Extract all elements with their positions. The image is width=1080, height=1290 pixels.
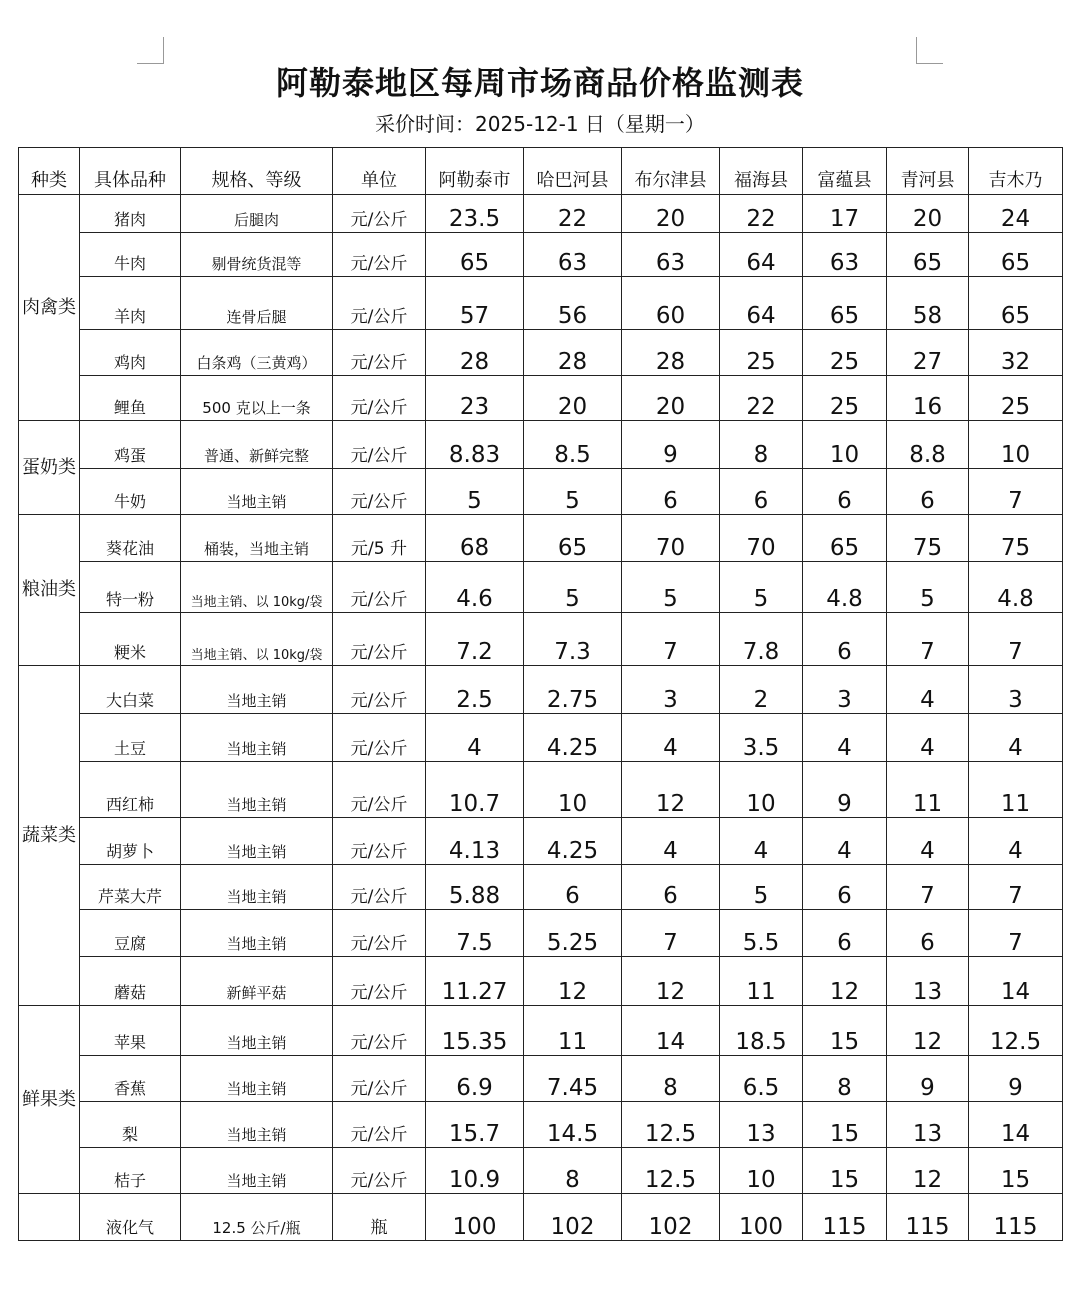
price-fuhai: 13 bbox=[720, 1102, 803, 1148]
price-habahe: 56 bbox=[524, 277, 622, 330]
category-vegetables: 蔬菜类 bbox=[19, 666, 80, 1006]
col-header-spec: 规格、等级 bbox=[181, 148, 333, 195]
item-name: 蘑菇 bbox=[80, 957, 181, 1006]
col-header-unit: 单位 bbox=[333, 148, 426, 195]
price-altay-city: 10.7 bbox=[426, 762, 524, 818]
item-unit: 元/5 升 bbox=[333, 515, 426, 562]
item-name: 胡萝卜 bbox=[80, 818, 181, 865]
item-spec: 后腿肉 bbox=[181, 195, 333, 233]
table-row bbox=[19, 233, 1063, 277]
price-altay-city: 2.5 bbox=[426, 666, 524, 714]
price-habahe: 28 bbox=[524, 330, 622, 376]
price-fuyun: 65 bbox=[803, 277, 887, 330]
item-name: 葵花油 bbox=[80, 515, 181, 562]
item-name: 特一粉 bbox=[80, 562, 181, 613]
price-jeminay: 7 bbox=[969, 865, 1063, 910]
table-row bbox=[19, 762, 1063, 818]
table-row bbox=[19, 1102, 1063, 1148]
item-unit: 元/公斤 bbox=[333, 1148, 426, 1194]
item-spec: 当地主销 bbox=[181, 910, 333, 957]
item-name: 土豆 bbox=[80, 714, 181, 762]
table-row bbox=[19, 562, 1063, 613]
price-qinghe: 4 bbox=[887, 714, 969, 762]
item-name: 粳米 bbox=[80, 613, 181, 666]
price-altay-city: 57 bbox=[426, 277, 524, 330]
price-fuhai: 10 bbox=[720, 762, 803, 818]
price-qinghe: 20 bbox=[887, 195, 969, 233]
price-jeminay: 75 bbox=[969, 515, 1063, 562]
price-burqin: 3 bbox=[622, 666, 720, 714]
price-altay-city: 65 bbox=[426, 233, 524, 277]
price-burqin: 5 bbox=[622, 562, 720, 613]
price-altay-city: 8.83 bbox=[426, 421, 524, 469]
price-qinghe: 7 bbox=[887, 865, 969, 910]
price-jeminay: 25 bbox=[969, 376, 1063, 421]
price-fuhai: 64 bbox=[720, 277, 803, 330]
price-fuyun: 4 bbox=[803, 714, 887, 762]
price-burqin: 6 bbox=[622, 865, 720, 910]
table-row bbox=[19, 376, 1063, 421]
item-spec: 当地主销 bbox=[181, 1006, 333, 1056]
price-altay-city: 7.2 bbox=[426, 613, 524, 666]
table-row bbox=[19, 666, 1063, 714]
price-habahe: 102 bbox=[524, 1194, 622, 1241]
table-row bbox=[19, 195, 1063, 233]
item-spec: 当地主销 bbox=[181, 469, 333, 515]
item-name: 梨 bbox=[80, 1102, 181, 1148]
col-header-habahe: 哈巴河县 bbox=[524, 148, 622, 195]
price-jeminay: 65 bbox=[969, 277, 1063, 330]
price-fuhai: 6.5 bbox=[720, 1056, 803, 1102]
col-header-burqin: 布尔津县 bbox=[622, 148, 720, 195]
price-habahe: 7.3 bbox=[524, 613, 622, 666]
table-row bbox=[19, 865, 1063, 910]
col-header-fuhai: 福海县 bbox=[720, 148, 803, 195]
price-fuyun: 4.8 bbox=[803, 562, 887, 613]
item-spec: 当地主销 bbox=[181, 865, 333, 910]
price-fuhai: 3.5 bbox=[720, 714, 803, 762]
price-jeminay: 7 bbox=[969, 469, 1063, 515]
price-jeminay: 15 bbox=[969, 1148, 1063, 1194]
item-unit: 元/公斤 bbox=[333, 562, 426, 613]
item-unit: 元/公斤 bbox=[333, 714, 426, 762]
item-name: 鸡肉 bbox=[80, 330, 181, 376]
price-burqin: 7 bbox=[622, 613, 720, 666]
item-name: 西红柿 bbox=[80, 762, 181, 818]
price-qinghe: 8.8 bbox=[887, 421, 969, 469]
item-name: 牛奶 bbox=[80, 469, 181, 515]
item-name: 羊肉 bbox=[80, 277, 181, 330]
price-altay-city: 10.9 bbox=[426, 1148, 524, 1194]
price-qinghe: 65 bbox=[887, 233, 969, 277]
price-fuhai: 10 bbox=[720, 1148, 803, 1194]
price-fuyun: 9 bbox=[803, 762, 887, 818]
item-spec: 当地主销 bbox=[181, 818, 333, 865]
price-habahe: 63 bbox=[524, 233, 622, 277]
price-burqin: 14 bbox=[622, 1006, 720, 1056]
price-qinghe: 27 bbox=[887, 330, 969, 376]
price-fuhai: 5.5 bbox=[720, 910, 803, 957]
price-fuyun: 15 bbox=[803, 1148, 887, 1194]
item-name: 芹菜大芹 bbox=[80, 865, 181, 910]
price-habahe: 20 bbox=[524, 376, 622, 421]
price-fuyun: 6 bbox=[803, 910, 887, 957]
price-habahe: 8.5 bbox=[524, 421, 622, 469]
price-jeminay: 4 bbox=[969, 714, 1063, 762]
item-name: 鸡蛋 bbox=[80, 421, 181, 469]
item-name: 鲤鱼 bbox=[80, 376, 181, 421]
item-unit: 瓶 bbox=[333, 1194, 426, 1241]
price-jeminay: 4 bbox=[969, 818, 1063, 865]
price-burqin: 28 bbox=[622, 330, 720, 376]
price-burqin: 20 bbox=[622, 195, 720, 233]
price-habahe: 2.75 bbox=[524, 666, 622, 714]
table-row bbox=[19, 957, 1063, 1006]
price-habahe: 5 bbox=[524, 469, 622, 515]
price-qinghe: 12 bbox=[887, 1006, 969, 1056]
item-spec: 当地主销、以 10kg/袋 bbox=[181, 613, 333, 666]
price-habahe: 4.25 bbox=[524, 818, 622, 865]
price-qinghe: 4 bbox=[887, 818, 969, 865]
item-unit: 元/公斤 bbox=[333, 666, 426, 714]
item-spec: 当地主销 bbox=[181, 1102, 333, 1148]
item-name: 猪肉 bbox=[80, 195, 181, 233]
item-spec: 当地主销 bbox=[181, 762, 333, 818]
price-qinghe: 13 bbox=[887, 957, 969, 1006]
price-jeminay: 24 bbox=[969, 195, 1063, 233]
price-jeminay: 115 bbox=[969, 1194, 1063, 1241]
price-burqin: 12.5 bbox=[622, 1148, 720, 1194]
item-spec: 新鲜平菇 bbox=[181, 957, 333, 1006]
item-unit: 元/公斤 bbox=[333, 1102, 426, 1148]
col-header-item: 具体品种 bbox=[80, 148, 181, 195]
col-header-fuyun: 富蕴县 bbox=[803, 148, 887, 195]
price-burqin: 70 bbox=[622, 515, 720, 562]
price-qinghe: 13 bbox=[887, 1102, 969, 1148]
table-row bbox=[19, 1194, 1063, 1241]
price-altay-city: 5 bbox=[426, 469, 524, 515]
price-jeminay: 14 bbox=[969, 1102, 1063, 1148]
col-header-qinghe: 青河县 bbox=[887, 148, 969, 195]
price-burqin: 9 bbox=[622, 421, 720, 469]
price-fuyun: 15 bbox=[803, 1006, 887, 1056]
price-altay-city: 28 bbox=[426, 330, 524, 376]
price-qinghe: 12 bbox=[887, 1148, 969, 1194]
price-burqin: 12.5 bbox=[622, 1102, 720, 1148]
table-row bbox=[19, 330, 1063, 376]
price-fuyun: 17 bbox=[803, 195, 887, 233]
price-jeminay: 11 bbox=[969, 762, 1063, 818]
price-fuhai: 2 bbox=[720, 666, 803, 714]
price-fuyun: 65 bbox=[803, 515, 887, 562]
table-row bbox=[19, 818, 1063, 865]
col-header-jeminay: 吉木乃 bbox=[969, 148, 1063, 195]
item-spec: 当地主销 bbox=[181, 1056, 333, 1102]
price-burqin: 102 bbox=[622, 1194, 720, 1241]
table-row bbox=[19, 515, 1063, 562]
price-burqin: 4 bbox=[622, 818, 720, 865]
table-row bbox=[19, 1148, 1063, 1194]
price-burqin: 63 bbox=[622, 233, 720, 277]
price-fuyun: 115 bbox=[803, 1194, 887, 1241]
item-unit: 元/公斤 bbox=[333, 1056, 426, 1102]
item-unit: 元/公斤 bbox=[333, 277, 426, 330]
table-row bbox=[19, 613, 1063, 666]
table-row bbox=[19, 910, 1063, 957]
price-altay-city: 4.13 bbox=[426, 818, 524, 865]
item-unit: 元/公斤 bbox=[333, 957, 426, 1006]
price-burqin: 12 bbox=[622, 762, 720, 818]
item-spec: 桶装，当地主销 bbox=[181, 515, 333, 562]
price-fuyun: 25 bbox=[803, 330, 887, 376]
category-egg-milk: 蛋奶类 bbox=[19, 421, 80, 515]
price-table bbox=[18, 147, 1063, 1241]
price-jeminay: 4.8 bbox=[969, 562, 1063, 613]
price-fuyun: 6 bbox=[803, 613, 887, 666]
price-qinghe: 6 bbox=[887, 910, 969, 957]
table-row bbox=[19, 421, 1063, 469]
price-habahe: 5 bbox=[524, 562, 622, 613]
price-habahe: 14.5 bbox=[524, 1102, 622, 1148]
item-spec: 当地主销 bbox=[181, 1148, 333, 1194]
price-jeminay: 7 bbox=[969, 910, 1063, 957]
item-unit: 元/公斤 bbox=[333, 865, 426, 910]
col-header-altay-city: 阿勒泰市 bbox=[426, 148, 524, 195]
price-altay-city: 5.88 bbox=[426, 865, 524, 910]
item-unit: 元/公斤 bbox=[333, 330, 426, 376]
price-fuyun: 10 bbox=[803, 421, 887, 469]
table-row bbox=[19, 714, 1063, 762]
col-header-category: 种类 bbox=[19, 148, 80, 195]
item-unit: 元/公斤 bbox=[333, 195, 426, 233]
category-meat: 肉禽类 bbox=[19, 195, 80, 421]
price-altay-city: 23 bbox=[426, 376, 524, 421]
price-fuhai: 6 bbox=[720, 469, 803, 515]
price-fuhai: 22 bbox=[720, 376, 803, 421]
item-name: 牛肉 bbox=[80, 233, 181, 277]
item-name: 液化气 bbox=[80, 1194, 181, 1241]
item-spec: 连骨后腿 bbox=[181, 277, 333, 330]
price-jeminay: 3 bbox=[969, 666, 1063, 714]
price-habahe: 65 bbox=[524, 515, 622, 562]
price-altay-city: 15.35 bbox=[426, 1006, 524, 1056]
item-name: 大白菜 bbox=[80, 666, 181, 714]
price-jeminay: 14 bbox=[969, 957, 1063, 1006]
price-altay-city: 6.9 bbox=[426, 1056, 524, 1102]
price-habahe: 4.25 bbox=[524, 714, 622, 762]
price-burqin: 7 bbox=[622, 910, 720, 957]
price-qinghe: 7 bbox=[887, 613, 969, 666]
price-fuhai: 25 bbox=[720, 330, 803, 376]
price-qinghe: 58 bbox=[887, 277, 969, 330]
price-altay-city: 100 bbox=[426, 1194, 524, 1241]
price-habahe: 8 bbox=[524, 1148, 622, 1194]
category-grain-oil: 粮油类 bbox=[19, 515, 80, 666]
price-fuhai: 100 bbox=[720, 1194, 803, 1241]
category-other bbox=[19, 1194, 80, 1241]
price-fuyun: 3 bbox=[803, 666, 887, 714]
price-altay-city: 23.5 bbox=[426, 195, 524, 233]
price-fuhai: 5 bbox=[720, 865, 803, 910]
price-jeminay: 7 bbox=[969, 613, 1063, 666]
price-fuhai: 70 bbox=[720, 515, 803, 562]
price-jeminay: 32 bbox=[969, 330, 1063, 376]
price-jeminay: 65 bbox=[969, 233, 1063, 277]
price-jeminay: 9 bbox=[969, 1056, 1063, 1102]
item-unit: 元/公斤 bbox=[333, 376, 426, 421]
item-unit: 元/公斤 bbox=[333, 818, 426, 865]
price-qinghe: 11 bbox=[887, 762, 969, 818]
price-qinghe: 75 bbox=[887, 515, 969, 562]
price-fuyun: 4 bbox=[803, 818, 887, 865]
price-fuyun: 15 bbox=[803, 1102, 887, 1148]
price-fuyun: 25 bbox=[803, 376, 887, 421]
price-altay-city: 68 bbox=[426, 515, 524, 562]
price-fuyun: 8 bbox=[803, 1056, 887, 1102]
item-name: 香蕉 bbox=[80, 1056, 181, 1102]
price-habahe: 11 bbox=[524, 1006, 622, 1056]
price-habahe: 7.45 bbox=[524, 1056, 622, 1102]
price-altay-city: 4.6 bbox=[426, 562, 524, 613]
item-spec: 普通、新鲜完整 bbox=[181, 421, 333, 469]
table-row bbox=[19, 469, 1063, 515]
price-fuhai: 4 bbox=[720, 818, 803, 865]
table-row bbox=[19, 1056, 1063, 1102]
item-name: 苹果 bbox=[80, 1006, 181, 1056]
table-row bbox=[19, 1006, 1063, 1056]
price-fuyun: 6 bbox=[803, 865, 887, 910]
table-row bbox=[19, 277, 1063, 330]
price-habahe: 5.25 bbox=[524, 910, 622, 957]
price-altay-city: 4 bbox=[426, 714, 524, 762]
price-altay-city: 7.5 bbox=[426, 910, 524, 957]
price-fuhai: 22 bbox=[720, 195, 803, 233]
survey-date: 采价时间：2025-12-1 日（星期一） bbox=[375, 112, 705, 136]
page-title: 阿勒泰地区每周市场商品价格监测表 bbox=[275, 64, 804, 102]
item-name: 桔子 bbox=[80, 1148, 181, 1194]
price-burqin: 6 bbox=[622, 469, 720, 515]
price-habahe: 12 bbox=[524, 957, 622, 1006]
price-burqin: 60 bbox=[622, 277, 720, 330]
price-habahe: 22 bbox=[524, 195, 622, 233]
price-fuyun: 6 bbox=[803, 469, 887, 515]
price-qinghe: 4 bbox=[887, 666, 969, 714]
price-fuyun: 63 bbox=[803, 233, 887, 277]
item-spec: 剔骨统货混等 bbox=[181, 233, 333, 277]
header-row bbox=[19, 148, 1063, 195]
price-jeminay: 12.5 bbox=[969, 1006, 1063, 1056]
price-qinghe: 115 bbox=[887, 1194, 969, 1241]
item-unit: 元/公斤 bbox=[333, 469, 426, 515]
item-spec: 白条鸡（三黄鸡） bbox=[181, 330, 333, 376]
item-unit: 元/公斤 bbox=[333, 1006, 426, 1056]
price-fuhai: 11 bbox=[720, 957, 803, 1006]
price-habahe: 6 bbox=[524, 865, 622, 910]
item-spec: 12.5 公斤/瓶 bbox=[181, 1194, 333, 1241]
price-fuhai: 18.5 bbox=[720, 1006, 803, 1056]
item-unit: 元/公斤 bbox=[333, 233, 426, 277]
price-fuhai: 7.8 bbox=[720, 613, 803, 666]
price-burqin: 4 bbox=[622, 714, 720, 762]
price-qinghe: 16 bbox=[887, 376, 969, 421]
price-qinghe: 9 bbox=[887, 1056, 969, 1102]
price-burqin: 8 bbox=[622, 1056, 720, 1102]
item-spec: 当地主销 bbox=[181, 666, 333, 714]
price-altay-city: 15.7 bbox=[426, 1102, 524, 1148]
item-spec: 500 克以上一条 bbox=[181, 376, 333, 421]
price-fuhai: 5 bbox=[720, 562, 803, 613]
category-fruit: 鲜果类 bbox=[19, 1006, 80, 1194]
item-unit: 元/公斤 bbox=[333, 613, 426, 666]
item-unit: 元/公斤 bbox=[333, 421, 426, 469]
price-burqin: 20 bbox=[622, 376, 720, 421]
price-jeminay: 10 bbox=[969, 421, 1063, 469]
item-name: 豆腐 bbox=[80, 910, 181, 957]
price-habahe: 10 bbox=[524, 762, 622, 818]
price-fuhai: 64 bbox=[720, 233, 803, 277]
price-altay-city: 11.27 bbox=[426, 957, 524, 1006]
item-unit: 元/公斤 bbox=[333, 762, 426, 818]
price-fuyun: 12 bbox=[803, 957, 887, 1006]
price-burqin: 12 bbox=[622, 957, 720, 1006]
price-qinghe: 6 bbox=[887, 469, 969, 515]
item-unit: 元/公斤 bbox=[333, 910, 426, 957]
price-fuhai: 8 bbox=[720, 421, 803, 469]
item-spec: 当地主销 bbox=[181, 714, 333, 762]
price-qinghe: 5 bbox=[887, 562, 969, 613]
item-spec: 当地主销、以 10kg/袋 bbox=[181, 562, 333, 613]
